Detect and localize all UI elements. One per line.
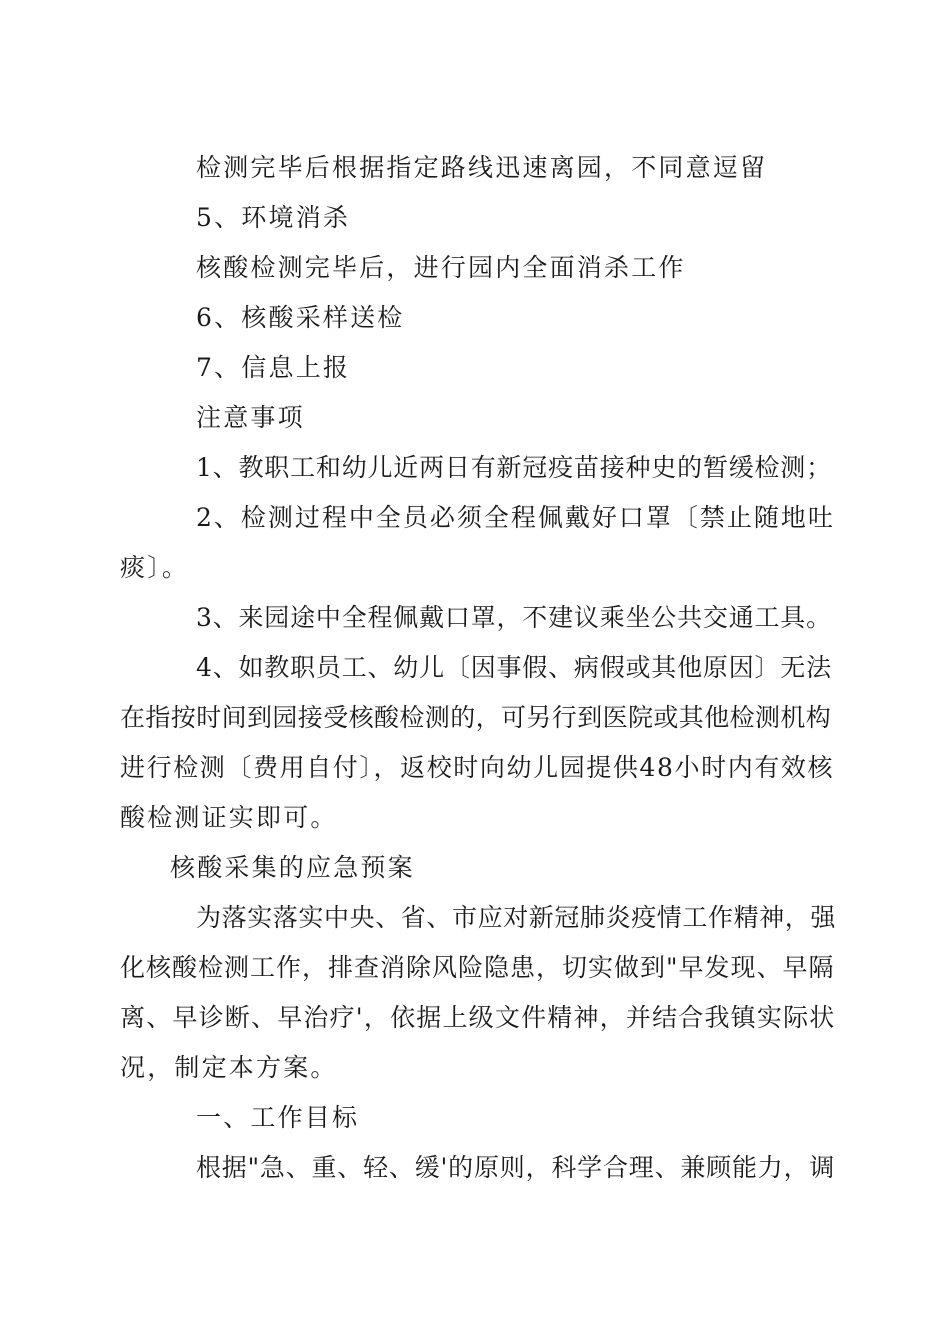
note-item-4-continued: 在指按时间到园接受核酸检测的，可另行到医院或其他检测机构	[120, 703, 832, 732]
intro-paragraph-line: 况，制定本方案。	[120, 1053, 338, 1082]
section-heading-work-goals: 一、工作目标	[196, 1103, 360, 1132]
note-item-4-continued: 进行检测〔费用自付〕，返校时向幼儿园提供48小时内有效核	[120, 753, 835, 782]
section-heading-environment-disinfection: 5、环境消杀	[196, 203, 351, 232]
section-heading-sampling: 6、核酸采样送检	[196, 303, 405, 332]
section-heading-reporting: 7、信息上报	[196, 353, 351, 382]
section-heading-notes: 注意事项	[196, 403, 305, 432]
note-item-4: 4、如教职员工、幼儿〔因事假、病假或其他原因〕无法	[196, 653, 832, 682]
note-item-4-continued: 酸检测证实即可。	[120, 803, 338, 832]
note-item-2-continued: 痰〕。	[120, 553, 190, 582]
note-item-3: 3、来园途中全程佩戴口罩，不建议乘坐公共交通工具。	[196, 603, 832, 632]
paragraph-line: 根据"急、重、轻、缓'的原则，科学合理、兼顾能力，调	[196, 1153, 836, 1182]
note-item-1: 1、教职工和幼儿近两日有新冠疫苗接种史的暂缓检测；	[196, 453, 832, 482]
note-item-2: 2、检测过程中全员必须全程佩戴好口罩〔禁止随地吐	[196, 503, 835, 532]
intro-paragraph-line: 为落实落实中央、省、市应对新冠肺炎疫情工作精神，强	[196, 903, 837, 932]
paragraph-line: 核酸检测完毕后，进行园内全面消杀工作	[196, 253, 686, 282]
intro-paragraph-line: 离、早诊断、早治疗'，依据上级文件精神，并结合我镇实际状	[120, 1003, 836, 1032]
paragraph-line: 检测完毕后根据指定路线迅速离园，不同意逗留	[196, 153, 768, 182]
section-title-emergency-plan: 核酸采集的应急预案	[170, 853, 415, 882]
intro-paragraph-line: 化核酸检测工作，排查消除风险隐患，切实做到"早发现、早隔	[120, 953, 835, 982]
